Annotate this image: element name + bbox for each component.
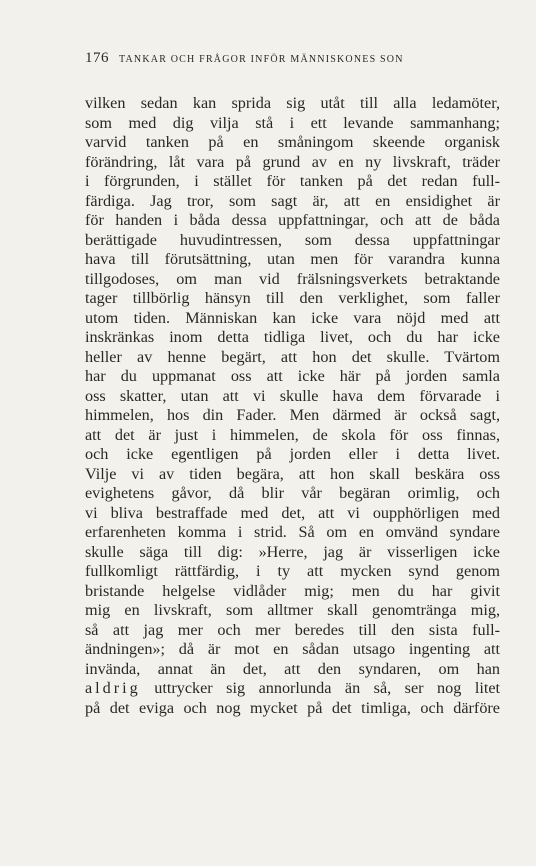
text-line: inskränkas inom detta tidliga livet, och du har icke bbox=[85, 328, 500, 346]
text-line: varvid tanken på en småningom skeende organisk bbox=[85, 133, 500, 151]
text-line: hava till förutsättning, utan men för varandra kunna bbox=[85, 250, 500, 268]
text-line: tager tillbörlig hänsyn till den verklighet, som faller bbox=[85, 289, 500, 307]
text-line: berättigade huvudintressen, som dessa uppfattningar bbox=[85, 230, 500, 249]
text-line: har du uppmanat oss att icke här på jorden samla bbox=[85, 367, 500, 385]
text-line: färdiga. Jag tror, som sagt är, att en ensidighet är bbox=[85, 191, 500, 210]
text-line: utom tiden. Människan kan icke vara nöjd med att bbox=[85, 308, 500, 327]
page-header bbox=[85, 50, 475, 70]
text-line: himmelen, hos din Fader. Men därmed är också sagt, bbox=[85, 406, 500, 424]
text-line: förändring, låt vara på grund av en ny livskraft, träder bbox=[85, 152, 500, 171]
text-line: heller av henne begärt, att hon det skulle. Tvärtom bbox=[85, 347, 500, 366]
text-line: invända, annat än det, att den syndaren, om han bbox=[85, 659, 500, 678]
text-line bbox=[85, 679, 500, 699]
text-line: erfarenheten komma i strid. Så om en omvänd syndare bbox=[85, 523, 500, 541]
text-line: och icke egentligen på jorden eller i detta livet. bbox=[85, 445, 500, 463]
emphasized-word: aldrig bbox=[85, 679, 141, 697]
text-line: mig en livskraft, som alltmer skall genomtränga mig, bbox=[85, 601, 500, 619]
text-line: i förgrunden, i stället för tanken på det redan full- bbox=[85, 172, 500, 190]
text-line: oss skatter, utan att vi skulle hava dem förvarade i bbox=[85, 386, 500, 405]
text-line: vi bliva bestraffade med det, att vi oupphörligen med bbox=[85, 503, 500, 522]
text-line: vilken sedan kan sprida sig utåt till alla ledamöter, bbox=[85, 94, 500, 112]
text-line: på det eviga och nog mycket på det timliga, och därföre bbox=[85, 698, 500, 717]
text-line: evighetens gåvor, då blir vår begäran orimlig, och bbox=[85, 484, 500, 502]
text-line: skulle säga till dig: »Herre, jag är visserligen icke bbox=[85, 542, 500, 561]
text-line: så att jag mer och mer beredes till den sista full- bbox=[85, 620, 500, 639]
text-fragment: uttrycker sig annorlunda än så, ser nog litet bbox=[154, 679, 500, 697]
text-line: tillgodoses, om man vid frälsningsverkets betraktande bbox=[85, 269, 500, 288]
text-line: ändningen»; då är mot en sådan utsago ingenting att bbox=[85, 640, 500, 658]
text-line: Vilje vi av tiden begära, att hon skall beskära oss bbox=[85, 464, 500, 483]
text-line: fullkomligt rättfärdig, i ty att mycken synd genom bbox=[85, 562, 500, 580]
text-line: bristande helgelse vidlåder mig; men du har givit bbox=[85, 581, 500, 600]
running-title: TANKAR OCH FRÅGOR INFÖR MÄNNISKONES SON bbox=[119, 54, 404, 65]
page-number: 176 bbox=[85, 50, 109, 66]
text-line: som med dig vilja stå i ett levande sammanhang; bbox=[85, 113, 500, 132]
body-text bbox=[85, 94, 500, 718]
text-line: för handen i båda dessa uppfattningar, och att de båda bbox=[85, 211, 500, 229]
text-line: att det är just i himmelen, de skola för oss finnas, bbox=[85, 425, 500, 444]
